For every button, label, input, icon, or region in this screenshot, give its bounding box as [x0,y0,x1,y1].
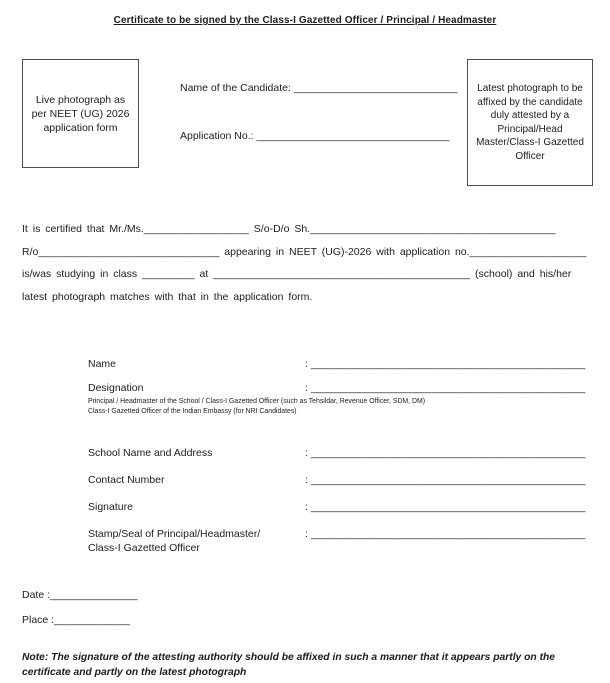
field-blank-name: : _______________________________________________ [305,358,586,370]
field-label-stamp-seal-line-1: Stamp/Seal of Principal/Headmaster/ [88,528,261,540]
field-row-signature [88,500,585,514]
field-row-stamp-seal [88,527,585,555]
latest-photograph-box [467,59,593,186]
field-blank-signature: : _______________________________________________ [305,501,586,513]
field-blank-designation: : _______________________________________________ [305,382,586,394]
application-no-line: Application No.: _________________________________ [180,130,450,142]
field-blank-contact: : _______________________________________________ [305,474,586,486]
field-row-name [88,357,585,371]
document-title: Certificate to be signed by the Class-I Gazetted Officer / Principal / Headmaster [113,15,497,26]
field-row-contact [88,473,585,487]
certification-line-3: is/was studying in class _________ at ____________________________________________ (school) and his/her [22,268,572,280]
designation-note-line-2: Class-I Gazetted Officer of the Indian Embassy (for NRI Candidates) [88,408,297,415]
field-blank-stamp-seal: : _______________________________________________ [305,528,586,540]
field-label-contact: Contact Number [88,474,165,486]
field-row-designation [88,381,585,395]
live-photograph-box [22,59,139,168]
field-label-designation: Designation [88,382,144,394]
designation-note-line-1: Principal / Headmaster of the School / Class-I Gazetted Officer (such as Tehsildar, Revenue Officer, SDM, DM) [88,398,426,405]
certification-paragraph [22,218,596,308]
live-photograph-box-label: Live photograph as per NEET (UG) 2026 application form [31,93,130,134]
certification-line-2: R/o_______________________________ appearing in NEET (UG)-2026 with application no.____________________ [22,245,587,258]
field-blank-school: : _______________________________________________ [305,447,586,459]
field-label-school: School Name and Address [88,447,213,459]
date-line: Date :_______________ [22,589,138,601]
designation-note [88,397,425,417]
place-line: Place :_____________ [22,614,131,626]
certification-line-1: It is certified that Mr./Ms.__________________ S/o-D/o Sh.__________________________________________ [22,223,556,235]
field-label-stamp-seal [88,527,305,555]
certification-line-4: latest photograph matches with that in the application form. [22,290,313,303]
candidate-name-line: Name of the Candidate: ____________________________ [180,82,458,94]
field-label-signature: Signature [88,501,133,513]
latest-photograph-box-label: Latest photograph to be affixed by the candidate duly attested by a Principal/Head Master/Class-I Gazetted Officer [476,83,584,162]
field-label-stamp-seal-line-2: Class-I Gazetted Officer [88,542,200,554]
field-row-school [88,446,585,460]
attestation-note: Note: The signature of the attesting authority should be affixed in such a manner that it appears partly on the certificate and partly on the latest photograph [22,652,556,678]
field-label-name: Name [88,358,117,370]
